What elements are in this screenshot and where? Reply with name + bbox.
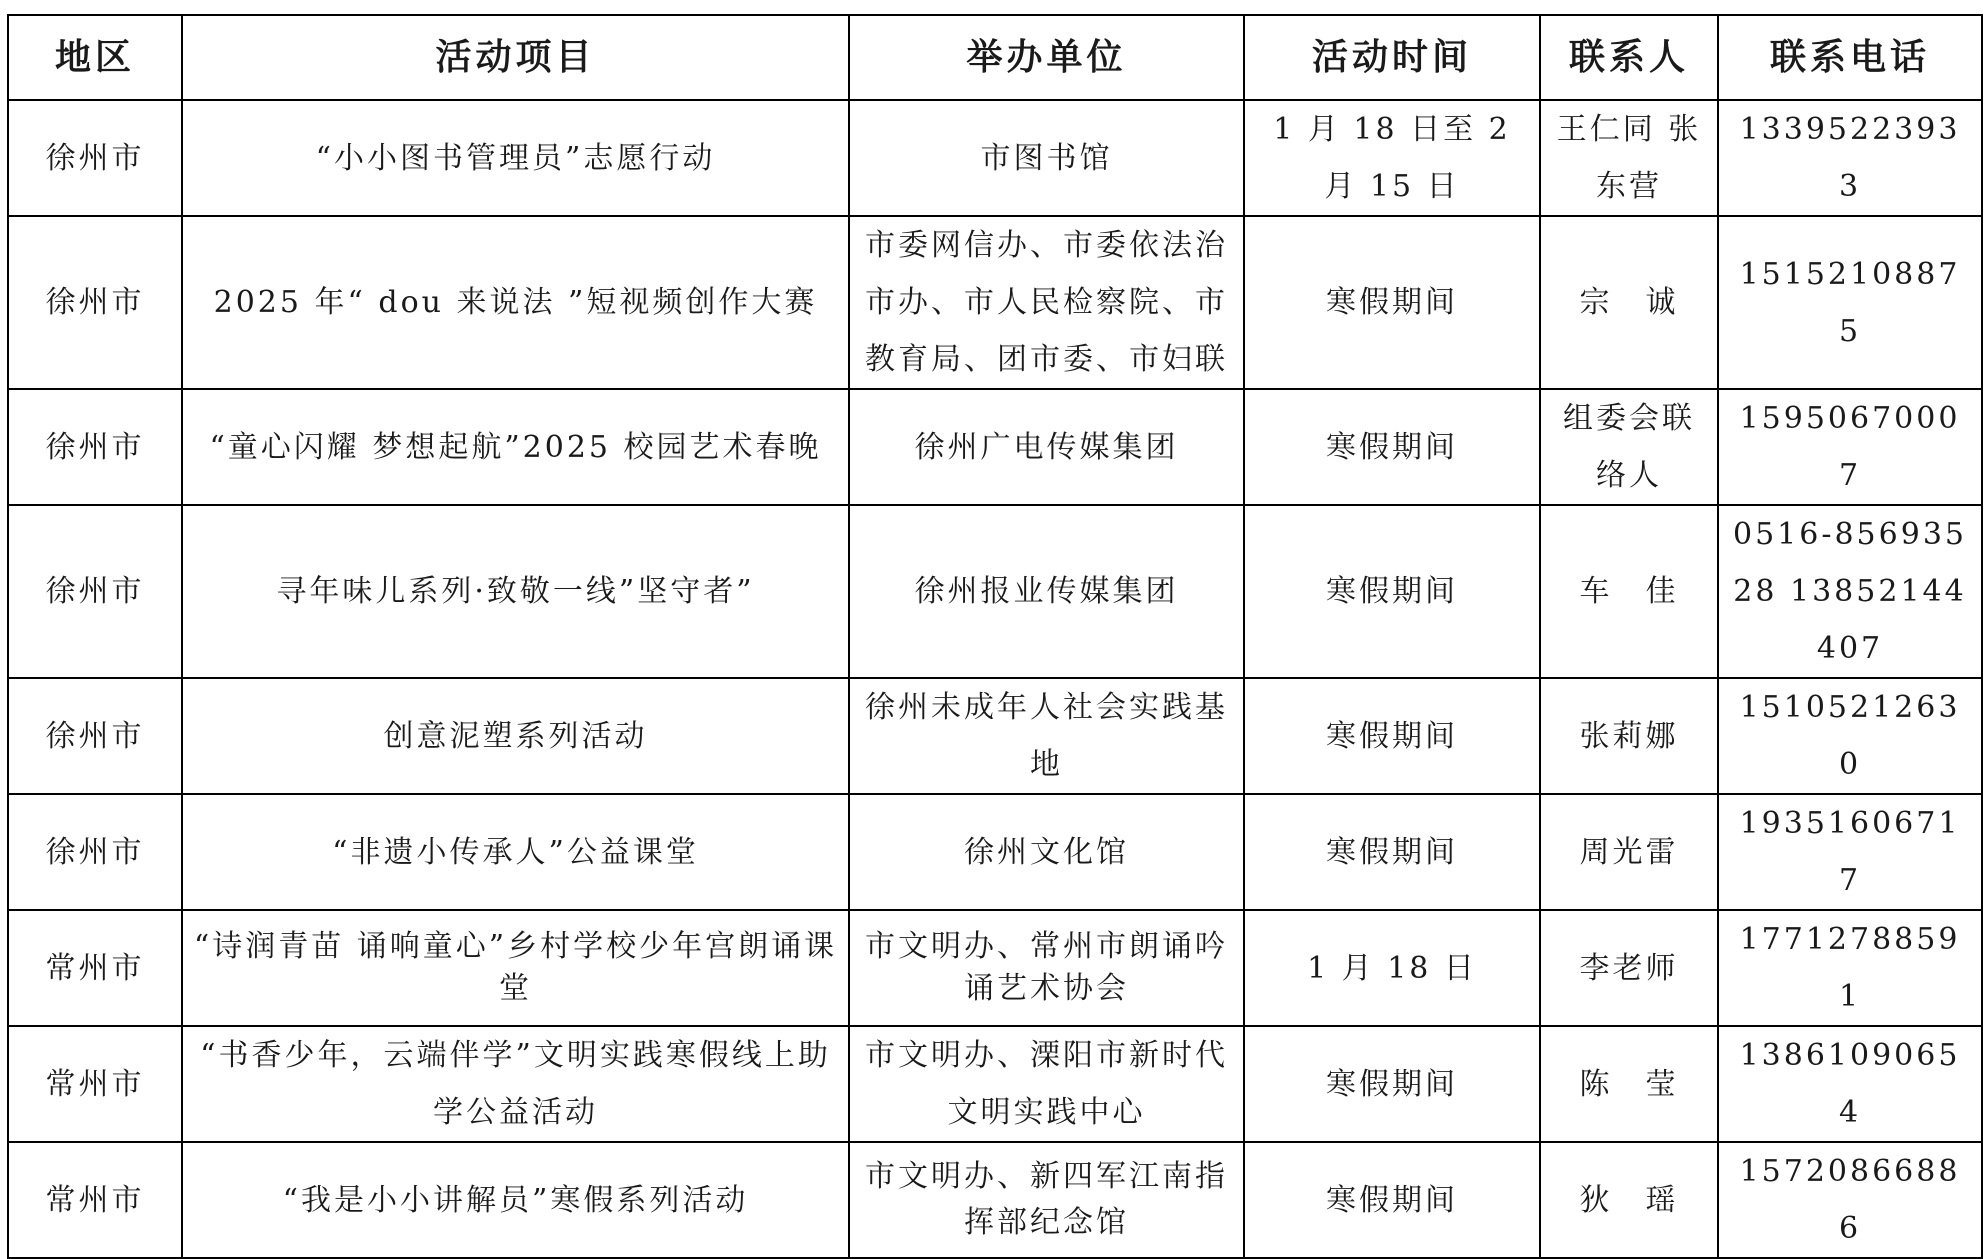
header-organizer: 举办单位: [849, 15, 1244, 100]
time-cell: 寒假期间: [1244, 1142, 1540, 1258]
project-cell: “我是小小讲解员”寒假系列活动: [182, 1142, 849, 1258]
table-row: [8, 100, 1982, 216]
phone-cell: 0516-85693528 13852144407: [1718, 505, 1982, 678]
time-cell: 寒假期间: [1244, 216, 1540, 389]
time-cell: 寒假期间: [1244, 505, 1540, 678]
project-cell: 创意泥塑系列活动: [182, 678, 849, 794]
header-time: 活动时间: [1244, 15, 1540, 100]
project-cell: 2025 年“ dou 来说法 ”短视频创作大赛: [182, 216, 849, 389]
region-cell: 常州市: [8, 910, 182, 1026]
header-project: 活动项目: [182, 15, 849, 100]
table-row: [8, 794, 1982, 910]
region-cell: 徐州市: [8, 505, 182, 678]
project-cell: “非遗小传承人”公益课堂: [182, 794, 849, 910]
phone-cell: 15720866886: [1718, 1142, 1982, 1258]
phone-cell: 13395223933: [1718, 100, 1982, 216]
table-row: [8, 1142, 1982, 1258]
organizer-cell: 市委网信办、市委依法治市办、市人民检察院、市教育局、团市委、市妇联: [849, 216, 1244, 389]
time-cell: 寒假期间: [1244, 794, 1540, 910]
header-phone: 联系电话: [1718, 15, 1982, 100]
time-cell: 1 月 18 日至 2 月 15 日: [1244, 100, 1540, 216]
table-header-row: [8, 15, 1982, 100]
contact-cell: 周光雷: [1540, 794, 1718, 910]
region-cell: 常州市: [8, 1142, 182, 1258]
organizer-cell: 徐州报业传媒集团: [849, 505, 1244, 678]
organizer-cell: 市文明办、常州市朗诵吟诵艺术协会: [849, 910, 1244, 1026]
organizer-cell: 徐州文化馆: [849, 794, 1244, 910]
contact-cell: 狄 瑶: [1540, 1142, 1718, 1258]
project-cell: 寻年味儿系列·致敬一线”坚守者”: [182, 505, 849, 678]
contact-cell: 王仁同 张东营: [1540, 100, 1718, 216]
phone-cell: 19351606717: [1718, 794, 1982, 910]
time-cell: 寒假期间: [1244, 389, 1540, 505]
activities-table: [7, 14, 1983, 1259]
time-cell: 寒假期间: [1244, 678, 1540, 794]
phone-cell: 13861090654: [1718, 1026, 1982, 1142]
project-cell: “书香少年，云端伴学”文明实践寒假线上助学公益活动: [182, 1026, 849, 1142]
region-cell: 徐州市: [8, 100, 182, 216]
time-cell: 1 月 18 日: [1244, 910, 1540, 1026]
phone-cell: 15105212630: [1718, 678, 1982, 794]
project-cell: “诗润青苗 诵响童心”乡村学校少年宫朗诵课堂: [182, 910, 849, 1026]
table-row: [8, 1026, 1982, 1142]
region-cell: 徐州市: [8, 794, 182, 910]
header-contact: 联系人: [1540, 15, 1718, 100]
contact-cell: 张莉娜: [1540, 678, 1718, 794]
contact-cell: 陈 莹: [1540, 1026, 1718, 1142]
organizer-cell: 市文明办、新四军江南指挥部纪念馆: [849, 1142, 1244, 1258]
table-row: [8, 505, 1982, 678]
region-cell: 常州市: [8, 1026, 182, 1142]
organizer-cell: 市图书馆: [849, 100, 1244, 216]
region-cell: 徐州市: [8, 389, 182, 505]
organizer-cell: 徐州未成年人社会实践基地: [849, 678, 1244, 794]
contact-cell: 车 佳: [1540, 505, 1718, 678]
project-cell: “小小图书管理员”志愿行动: [182, 100, 849, 216]
phone-cell: 17712788591: [1718, 910, 1982, 1026]
phone-cell: 15950670007: [1718, 389, 1982, 505]
organizer-cell: 徐州广电传媒集团: [849, 389, 1244, 505]
project-cell: “童心闪耀 梦想起航”2025 校园艺术春晚: [182, 389, 849, 505]
time-cell: 寒假期间: [1244, 1026, 1540, 1142]
contact-cell: 李老师: [1540, 910, 1718, 1026]
organizer-cell: 市文明办、溧阳市新时代文明实践中心: [849, 1026, 1244, 1142]
table-row: [8, 389, 1982, 505]
header-region: 地区: [8, 15, 182, 100]
contact-cell: 组委会联络人: [1540, 389, 1718, 505]
table-row: [8, 216, 1982, 389]
region-cell: 徐州市: [8, 216, 182, 389]
region-cell: 徐州市: [8, 678, 182, 794]
phone-cell: 15152108875: [1718, 216, 1982, 389]
table-row: [8, 910, 1982, 1026]
table-row: [8, 678, 1982, 794]
contact-cell: 宗 诚: [1540, 216, 1718, 389]
